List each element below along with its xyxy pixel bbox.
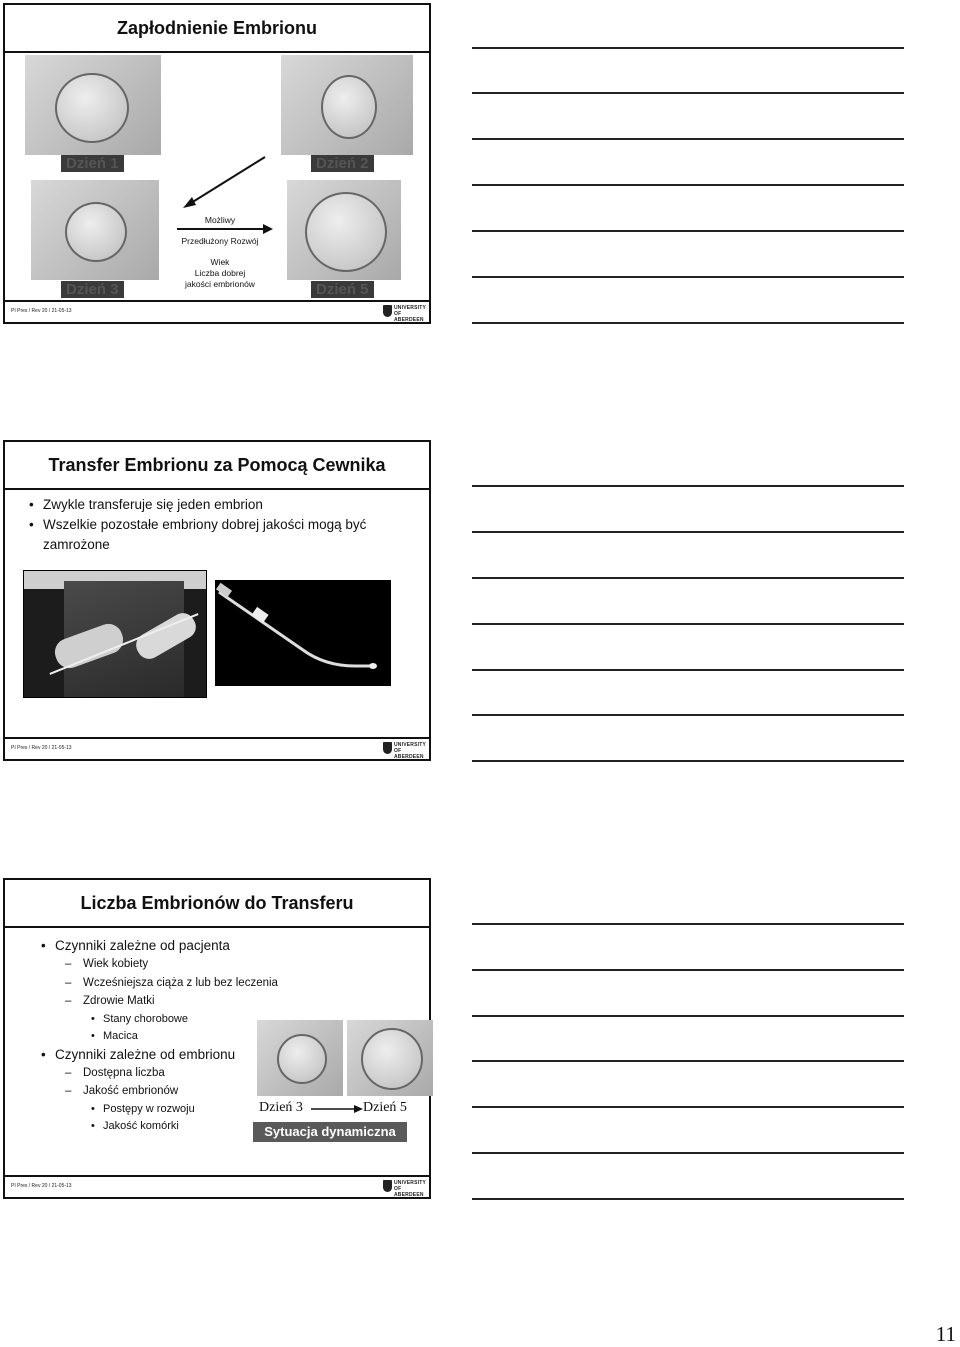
progression-arrow: [309, 1100, 365, 1116]
day5-text: Dzień 5: [363, 1100, 407, 1115]
bullet-item: • Zwykle transferuje się jeden embrion: [27, 495, 407, 515]
slide-footer: [5, 1175, 429, 1197]
center-number: Liczba dobrej: [194, 268, 246, 278]
day2-label: Dzień 2: [311, 155, 374, 172]
slide-fertilisation: [3, 3, 431, 324]
university-logo: [383, 304, 427, 323]
arrow-down-left: [191, 157, 265, 203]
university-logo: [383, 741, 427, 760]
footer-code: PI Pres / Rev 20 / 21-05-13: [11, 308, 72, 314]
sub-item: – Wcześniejsza ciąża z lub bez leczenia: [39, 974, 299, 993]
sub-sub-item: • Macica: [39, 1028, 299, 1045]
sub-item: – Dostępna liczba: [39, 1064, 299, 1083]
slide-catheter-transfer: [3, 440, 431, 761]
slide-title: Transfer Embrionu za Pomocą Cewnika: [5, 442, 429, 490]
slide-title: Zapłodnienie Embrionu: [5, 5, 429, 53]
embryo-day3-image: [31, 180, 159, 280]
sub-item: – Zdrowie Matki: [39, 992, 299, 1011]
logo-line2: OF ABERDEEN: [394, 1186, 424, 1198]
logo-line1: UNIVERSITY: [394, 305, 427, 311]
bullet-item: • Czynniki zależne od pacjenta: [39, 936, 299, 955]
logo-line2: OF ABERDEEN: [394, 748, 424, 760]
center-possible: Możliwy: [204, 215, 236, 225]
embryo-day3-image: [257, 1020, 343, 1096]
catheter-photo: [215, 580, 391, 686]
center-extended: Przedłużony Rozwój: [181, 236, 259, 246]
footer-code: PI Pres / Rev 20 / 21-05-13: [11, 745, 72, 751]
crest-icon: [383, 1180, 392, 1192]
embryo-day2-image: [281, 55, 413, 155]
sub-item: – Jakość embrionów: [39, 1082, 299, 1101]
sub-sub-item: • Stany chorobowe: [39, 1011, 299, 1028]
arrow-down-left-head: [183, 197, 196, 208]
logo-line2: OF ABERDEEN: [394, 311, 424, 323]
dynamic-situation-banner: Sytuacja dynamiczna: [253, 1122, 407, 1142]
slide-embryo-count: [3, 878, 431, 1199]
center-text: [165, 215, 275, 290]
sub-item: – Wiek kobiety: [39, 955, 299, 974]
center-age: Wiek: [210, 257, 230, 267]
embryo-day1-image: [25, 55, 161, 155]
day5-label: Dzień 5: [311, 281, 374, 298]
crest-icon: [383, 742, 392, 754]
page-number: 11: [935, 1322, 956, 1346]
slide-footer: [5, 300, 429, 322]
embryo-day5-image: [347, 1020, 433, 1096]
university-logo: [383, 1179, 427, 1198]
logo-line1: UNIVERSITY: [394, 742, 427, 748]
sub-sub-item: • Postępy w rozwoju: [39, 1101, 299, 1118]
sub-sub-item: • Jakość komórki: [39, 1118, 299, 1135]
day1-label: Dzień 1: [61, 155, 124, 172]
logo-line1: UNIVERSITY: [394, 1180, 427, 1186]
day3-label: Dzień 3: [61, 281, 124, 298]
bullet-list: [27, 495, 407, 555]
slide-footer: [5, 737, 429, 759]
catheter-hands-photo: [23, 570, 207, 698]
day3-text: Dzień 3: [259, 1100, 303, 1115]
embryo-day5-image: [287, 180, 401, 280]
footer-code: PI Pres / Rev 20 / 21-05-13: [11, 1183, 72, 1189]
slide-title: Liczba Embrionów do Transferu: [5, 880, 429, 928]
bullet-item: • Wszelkie pozostałe embriony dobrej jakości mogą być zamrożone: [27, 515, 407, 555]
bullet-item: • Czynniki zależne od embrionu: [39, 1045, 299, 1064]
center-quality: jakości embrionów: [185, 279, 255, 289]
crest-icon: [383, 305, 392, 317]
